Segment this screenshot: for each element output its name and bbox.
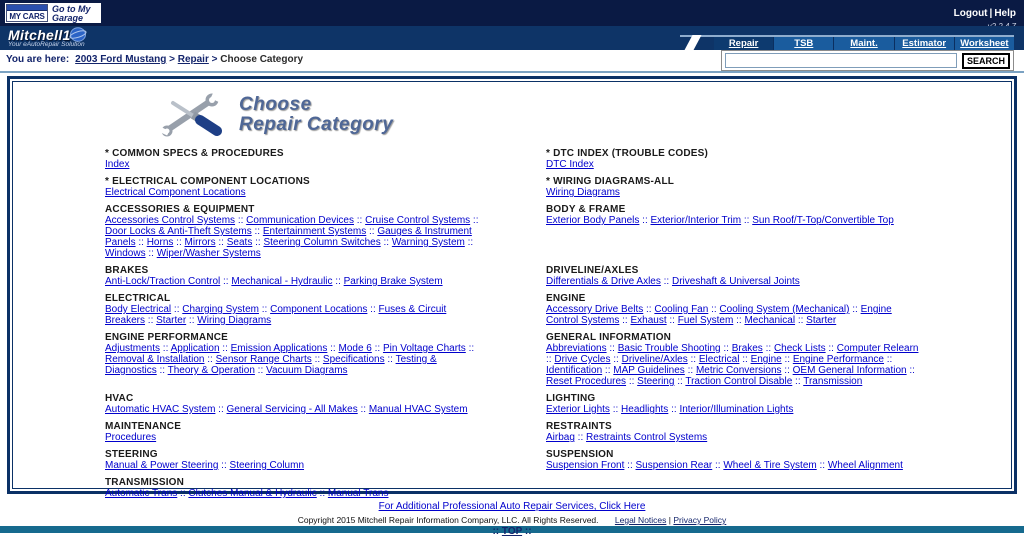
link-separator: :: bbox=[218, 460, 230, 471]
search-button[interactable]: SEARCH bbox=[962, 53, 1010, 69]
link-separator: :: bbox=[327, 343, 339, 354]
repair-tools-icon bbox=[163, 93, 225, 137]
category-link[interactable]: Cooling System (Mechanical) bbox=[719, 304, 850, 315]
category-title: DRIVELINE/AXLES bbox=[546, 265, 639, 276]
link-separator: :: bbox=[906, 365, 915, 376]
link-separator: :: bbox=[470, 215, 479, 226]
category-link[interactable]: Wiring Diagrams bbox=[197, 315, 272, 326]
category-link[interactable]: Procedures bbox=[105, 432, 157, 443]
category-link[interactable]: Headlights bbox=[621, 404, 669, 415]
category-title: BODY & FRAME bbox=[546, 204, 626, 215]
privacy-policy-link[interactable]: Privacy Policy bbox=[673, 515, 727, 525]
link-separator: :: bbox=[357, 404, 369, 415]
search-box bbox=[721, 50, 1014, 71]
category-title: * DTC INDEX (TROUBLE CODES) bbox=[546, 148, 709, 159]
tab-estimator[interactable]: Estimator bbox=[894, 37, 954, 50]
link-separator: :: bbox=[639, 215, 651, 226]
category-links bbox=[105, 159, 482, 170]
link-separator: :: bbox=[254, 365, 267, 376]
link-separator: :: bbox=[145, 248, 157, 259]
link-separator: :: bbox=[546, 354, 555, 365]
tab-worksheet[interactable]: Worksheet bbox=[954, 37, 1014, 50]
category-link[interactable]: Suspension Rear bbox=[635, 460, 713, 471]
link-separator: :: bbox=[781, 354, 793, 365]
link-separator: :: bbox=[712, 460, 724, 471]
category-section bbox=[105, 265, 482, 287]
category-link[interactable]: Engine Control Systems bbox=[546, 304, 892, 326]
help-link[interactable]: Help bbox=[994, 8, 1016, 19]
category-title: TRANSMISSION bbox=[105, 477, 185, 488]
link-separator: :: bbox=[135, 237, 147, 248]
category-section bbox=[546, 176, 923, 198]
category-link[interactable]: Cooling Fan bbox=[654, 304, 709, 315]
category-link[interactable]: Steering Column Switches bbox=[263, 237, 381, 248]
category-title: HVAC bbox=[105, 393, 134, 404]
nav-tabs bbox=[714, 37, 1014, 50]
link-separator: :: bbox=[606, 343, 618, 354]
category-link[interactable]: Emission Applications bbox=[230, 343, 328, 354]
top-bar bbox=[0, 0, 1024, 26]
link-separator: :: bbox=[816, 460, 828, 471]
category-title: ELECTRICAL bbox=[105, 293, 171, 304]
link-separator: :: bbox=[464, 237, 474, 248]
category-section bbox=[546, 393, 923, 415]
category-link[interactable]: Charging System bbox=[182, 304, 259, 315]
category-title: * ELECTRICAL COMPONENT LOCATIONS bbox=[105, 176, 310, 187]
link-separator: :: bbox=[825, 343, 837, 354]
category-link[interactable]: Testing & Diagnostics bbox=[105, 354, 437, 376]
category-section bbox=[105, 393, 482, 415]
category-link[interactable]: Differentials & Drive Axles bbox=[546, 276, 661, 287]
category-link[interactable]: Drive Cycles bbox=[554, 354, 611, 365]
legal-notices-link[interactable]: Legal Notices bbox=[614, 515, 667, 525]
link-separator: :: bbox=[674, 376, 686, 387]
copyright-text: Copyright 2015 Mitchell Repair Information Company, LLC. All Rights Reserved. bbox=[297, 515, 599, 525]
page-title-line1: Choose bbox=[239, 94, 312, 115]
category-link[interactable]: Accessories Control Systems bbox=[105, 215, 236, 226]
category-links bbox=[546, 343, 923, 387]
link-separator: :: bbox=[684, 365, 696, 376]
link-separator: :: bbox=[643, 304, 655, 315]
category-link[interactable]: Exhaust bbox=[630, 315, 667, 326]
category-link[interactable]: Entertainment Systems bbox=[262, 226, 367, 237]
link-separator: :: bbox=[366, 226, 378, 237]
category-link[interactable]: Wiring Diagrams bbox=[546, 187, 620, 198]
category-link[interactable]: Adjustments bbox=[105, 343, 161, 354]
nav-bar bbox=[0, 26, 1024, 50]
page-header bbox=[163, 90, 1011, 140]
logout-link[interactable]: Logout bbox=[953, 8, 988, 19]
category-link[interactable]: Brakes bbox=[731, 343, 763, 354]
link-separator: :: bbox=[660, 276, 672, 287]
category-link[interactable]: Horns bbox=[146, 237, 174, 248]
category-links bbox=[105, 432, 482, 443]
page-title bbox=[239, 95, 393, 135]
link-separator: :: bbox=[741, 215, 753, 226]
category-section bbox=[105, 421, 482, 443]
link-separator: :: bbox=[311, 354, 323, 365]
category-link[interactable]: Electrical bbox=[698, 354, 740, 365]
category-link[interactable]: Computer Relearn bbox=[836, 343, 919, 354]
category-link[interactable]: Driveline/Axles bbox=[621, 354, 688, 365]
search-input[interactable] bbox=[725, 53, 957, 68]
category-title: RESTRAINTS bbox=[546, 421, 612, 432]
brand-logo bbox=[8, 27, 87, 48]
breadcrumb-current: Choose Category bbox=[220, 54, 304, 65]
category-title: * COMMON SPECS & PROCEDURES bbox=[105, 148, 284, 159]
top-decor-left: :: bbox=[492, 526, 500, 537]
category-link[interactable]: Sensor Range Charts bbox=[215, 354, 312, 365]
link-separator: :: bbox=[215, 237, 227, 248]
category-links bbox=[105, 460, 482, 471]
category-links bbox=[105, 276, 482, 287]
link-separator: :: bbox=[574, 432, 587, 443]
category-link[interactable]: Steering bbox=[637, 376, 675, 387]
category-link[interactable]: Removal & Installation bbox=[105, 354, 205, 365]
link-separator: :: bbox=[619, 315, 631, 326]
link-separator: :: bbox=[720, 343, 732, 354]
category-section bbox=[546, 204, 923, 259]
category-links bbox=[105, 404, 482, 415]
category-link[interactable]: Fuses & Circuit Breakers bbox=[105, 304, 447, 326]
breadcrumb-separator: > bbox=[166, 54, 178, 65]
category-link[interactable]: Traction Control Disable bbox=[685, 376, 793, 387]
link-separator: :: bbox=[235, 215, 247, 226]
link-separator: :: bbox=[609, 404, 622, 415]
category-link[interactable]: Wiper/Washer Systems bbox=[156, 248, 261, 259]
breadcrumb-link[interactable]: Repair bbox=[177, 54, 209, 65]
category-link[interactable]: Interior/Illumination Lights bbox=[679, 404, 794, 415]
category-links bbox=[105, 187, 482, 198]
category-section bbox=[105, 332, 482, 387]
category-link[interactable]: OEM General Information bbox=[792, 365, 907, 376]
category-link[interactable]: Sun Roof/T-Top/Convertible Top bbox=[752, 215, 894, 226]
category-title: ACCESSORIES & EQUIPMENT bbox=[105, 204, 255, 215]
link-separator: :: bbox=[156, 365, 168, 376]
category-link[interactable]: Metric Conversions bbox=[695, 365, 782, 376]
category-links bbox=[105, 215, 482, 259]
category-link[interactable]: Engine Performance bbox=[792, 354, 884, 365]
category-grid bbox=[105, 148, 923, 499]
category-link[interactable]: Gauges & Instrument Panels bbox=[105, 226, 472, 248]
back-to-top-link[interactable]: TOP bbox=[501, 526, 523, 537]
category-link[interactable]: Restraints Control Systems bbox=[586, 432, 708, 443]
legal-separator: | bbox=[668, 515, 671, 525]
category-links bbox=[105, 304, 482, 326]
category-section bbox=[105, 176, 482, 198]
breadcrumb-row bbox=[0, 50, 1024, 71]
category-links bbox=[105, 343, 482, 376]
category-title: SUSPENSION bbox=[546, 449, 614, 460]
nav-tabs-wrap bbox=[680, 35, 1014, 50]
breadcrumb-items bbox=[75, 54, 303, 65]
category-title: STEERING bbox=[105, 449, 158, 460]
category-title: ENGINE PERFORMANCE bbox=[105, 332, 229, 343]
link-separator: :: bbox=[384, 354, 396, 365]
category-link[interactable]: General Servicing - All Makes bbox=[226, 404, 358, 415]
page-title-line2: Repair Category bbox=[239, 114, 394, 135]
link-separator: :: bbox=[219, 343, 231, 354]
mitchell1-globe-icon bbox=[69, 27, 87, 42]
category-link[interactable]: Wheel & Tire System bbox=[723, 460, 817, 471]
link-separator: :: bbox=[186, 315, 198, 326]
category-links bbox=[546, 187, 923, 198]
category-link[interactable]: Windows bbox=[105, 248, 146, 259]
category-link[interactable]: Manual HVAC System bbox=[368, 404, 468, 415]
category-link[interactable]: DTC Index bbox=[546, 159, 594, 170]
category-link[interactable]: Vacuum Diagrams bbox=[266, 365, 348, 376]
link-separator: :: bbox=[177, 488, 189, 499]
link-separator: :: bbox=[762, 343, 774, 354]
my-cars-label: MY CARS bbox=[9, 12, 45, 21]
category-link[interactable]: Wheel Alignment bbox=[827, 460, 903, 471]
link-separator: :: bbox=[367, 304, 379, 315]
category-link[interactable]: Seats bbox=[226, 237, 253, 248]
link-separator: :: bbox=[173, 237, 185, 248]
category-link[interactable]: Reset Procedures bbox=[546, 376, 627, 387]
link-separator: :: bbox=[792, 376, 804, 387]
category-link[interactable]: Mirrors bbox=[184, 237, 216, 248]
category-link[interactable]: Theory & Operation bbox=[167, 365, 255, 376]
link-separator: :: bbox=[145, 315, 157, 326]
link-separator: :: bbox=[708, 304, 720, 315]
category-section bbox=[105, 204, 482, 259]
category-links bbox=[546, 304, 923, 326]
promo-link[interactable]: For Additional Professional Auto Repair Services, Click Here bbox=[378, 501, 646, 512]
category-section bbox=[105, 293, 482, 326]
category-link[interactable]: Index bbox=[105, 159, 130, 170]
content-area bbox=[12, 81, 1012, 499]
category-link[interactable]: Check Lists bbox=[773, 343, 826, 354]
category-link[interactable]: Starter bbox=[156, 315, 187, 326]
session-divider: | bbox=[989, 8, 993, 19]
category-section bbox=[546, 421, 923, 443]
link-separator: :: bbox=[160, 343, 171, 354]
category-link[interactable]: Airbag bbox=[546, 432, 575, 443]
link-separator: :: bbox=[624, 460, 636, 471]
category-link[interactable]: Fuel System bbox=[677, 315, 734, 326]
category-link[interactable]: Warning System bbox=[391, 237, 465, 248]
link-separator: :: bbox=[252, 237, 264, 248]
category-section bbox=[105, 449, 482, 471]
link-separator: :: bbox=[610, 354, 622, 365]
category-link[interactable]: Mode 6 bbox=[338, 343, 372, 354]
category-link[interactable]: Transmission bbox=[803, 376, 863, 387]
category-title: ENGINE bbox=[546, 293, 586, 304]
tab-tsb[interactable]: TSB bbox=[773, 37, 833, 50]
category-title: GENERAL INFORMATION bbox=[546, 332, 672, 343]
category-link[interactable]: Body Electrical bbox=[105, 304, 172, 315]
content-frame bbox=[7, 76, 1017, 499]
category-link[interactable]: Steering Column bbox=[229, 460, 305, 471]
link-separator: :: bbox=[602, 365, 614, 376]
category-section bbox=[105, 148, 482, 170]
go-to-my-garage-button[interactable] bbox=[4, 2, 102, 24]
category-link[interactable]: Communication Devices bbox=[246, 215, 354, 226]
link-separator: :: bbox=[687, 354, 699, 365]
link-separator: :: bbox=[666, 315, 678, 326]
tab-maint[interactable]: Maint. bbox=[833, 37, 893, 50]
garage-button-label: Go to My Garage bbox=[52, 4, 91, 23]
category-link[interactable]: Exterior Body Panels bbox=[546, 215, 640, 226]
category-link[interactable]: Clutches Manual & Hydraulic bbox=[188, 488, 317, 499]
category-link[interactable]: Starter bbox=[806, 315, 837, 326]
tab-repair[interactable]: Repair bbox=[714, 37, 773, 50]
category-link[interactable]: Mechanical bbox=[744, 315, 796, 326]
link-separator: :: bbox=[626, 376, 638, 387]
category-title: MAINTENANCE bbox=[105, 421, 182, 432]
category-section bbox=[546, 449, 923, 471]
category-link[interactable]: Driveshaft & Universal Joints bbox=[671, 276, 800, 287]
category-section bbox=[546, 148, 923, 170]
category-section bbox=[546, 293, 923, 326]
top-decor-right: :: bbox=[524, 526, 532, 537]
link-separator: :: bbox=[733, 315, 745, 326]
category-link[interactable]: Cruise Control Systems bbox=[365, 215, 471, 226]
link-separator: :: bbox=[465, 343, 475, 354]
copyright-line bbox=[0, 515, 1024, 525]
category-link[interactable]: Anti-Lock/Traction Control bbox=[105, 276, 221, 287]
category-link[interactable]: Manual Trans bbox=[327, 488, 389, 499]
category-link[interactable]: Application bbox=[170, 343, 220, 354]
category-link[interactable]: Mechanical - Hydraulic bbox=[231, 276, 333, 287]
link-separator: :: bbox=[371, 343, 383, 354]
link-separator: :: bbox=[215, 404, 227, 415]
breadcrumb-prefix: You are here: bbox=[6, 54, 70, 65]
category-link[interactable]: Automatic HVAC System bbox=[105, 404, 216, 415]
category-link[interactable]: Identification bbox=[546, 365, 603, 376]
category-link[interactable]: Abbreviations bbox=[546, 343, 607, 354]
link-separator: :: bbox=[258, 304, 271, 315]
link-separator: :: bbox=[171, 304, 183, 315]
my-cars-plate-icon bbox=[6, 4, 48, 22]
category-links bbox=[546, 432, 923, 443]
category-link[interactable]: Door Locks & Anti-Theft Systems bbox=[105, 226, 252, 237]
category-link[interactable]: Exterior Lights bbox=[546, 404, 610, 415]
category-links bbox=[546, 404, 923, 415]
category-links bbox=[546, 460, 923, 471]
link-separator: :: bbox=[316, 488, 328, 499]
brand-tagline: Your eAutoRepair Solution bbox=[8, 41, 85, 48]
category-link[interactable]: Component Locations bbox=[270, 304, 368, 315]
category-links bbox=[546, 159, 923, 170]
category-link[interactable]: Electrical Component Locations bbox=[105, 187, 246, 198]
category-title: LIGHTING bbox=[546, 393, 596, 404]
link-separator: :: bbox=[380, 237, 392, 248]
category-link[interactable]: Exterior/Interior Trim bbox=[650, 215, 742, 226]
category-section bbox=[546, 265, 923, 287]
category-link[interactable]: Suspension Front bbox=[546, 460, 625, 471]
category-title: BRAKES bbox=[105, 265, 149, 276]
category-links bbox=[546, 215, 923, 226]
link-separator: :: bbox=[781, 365, 793, 376]
category-link[interactable]: Basic Trouble Shooting bbox=[617, 343, 721, 354]
link-separator: :: bbox=[251, 226, 263, 237]
breadcrumb-separator: > bbox=[208, 54, 221, 65]
category-section bbox=[546, 332, 923, 387]
category-link[interactable]: Manual & Power Steering bbox=[105, 460, 219, 471]
category-link[interactable]: Parking Brake System bbox=[343, 276, 443, 287]
breadcrumb-link[interactable]: 2003 Ford Mustang bbox=[75, 54, 167, 65]
category-link[interactable]: Engine bbox=[750, 354, 782, 365]
link-separator: :: bbox=[739, 354, 751, 365]
category-link[interactable]: Pin Voltage Charts bbox=[382, 343, 466, 354]
link-separator: :: bbox=[220, 276, 232, 287]
brand-name: Mitchell1 bbox=[8, 27, 71, 43]
link-separator: :: bbox=[849, 304, 861, 315]
category-link[interactable]: Specifications bbox=[322, 354, 385, 365]
category-link[interactable]: MAP Guidelines bbox=[613, 365, 685, 376]
link-separator: :: bbox=[332, 276, 344, 287]
link-separator: :: bbox=[795, 315, 807, 326]
link-separator: :: bbox=[204, 354, 216, 365]
link-separator: :: bbox=[884, 354, 893, 365]
category-title: * WIRING DIAGRAMS-ALL bbox=[546, 176, 675, 187]
category-links bbox=[546, 276, 923, 287]
category-link[interactable]: Accessory Drive Belts bbox=[546, 304, 644, 315]
link-separator: :: bbox=[354, 215, 366, 226]
category-link[interactable]: Automatic Trans bbox=[105, 488, 178, 499]
link-separator: :: bbox=[668, 404, 680, 415]
